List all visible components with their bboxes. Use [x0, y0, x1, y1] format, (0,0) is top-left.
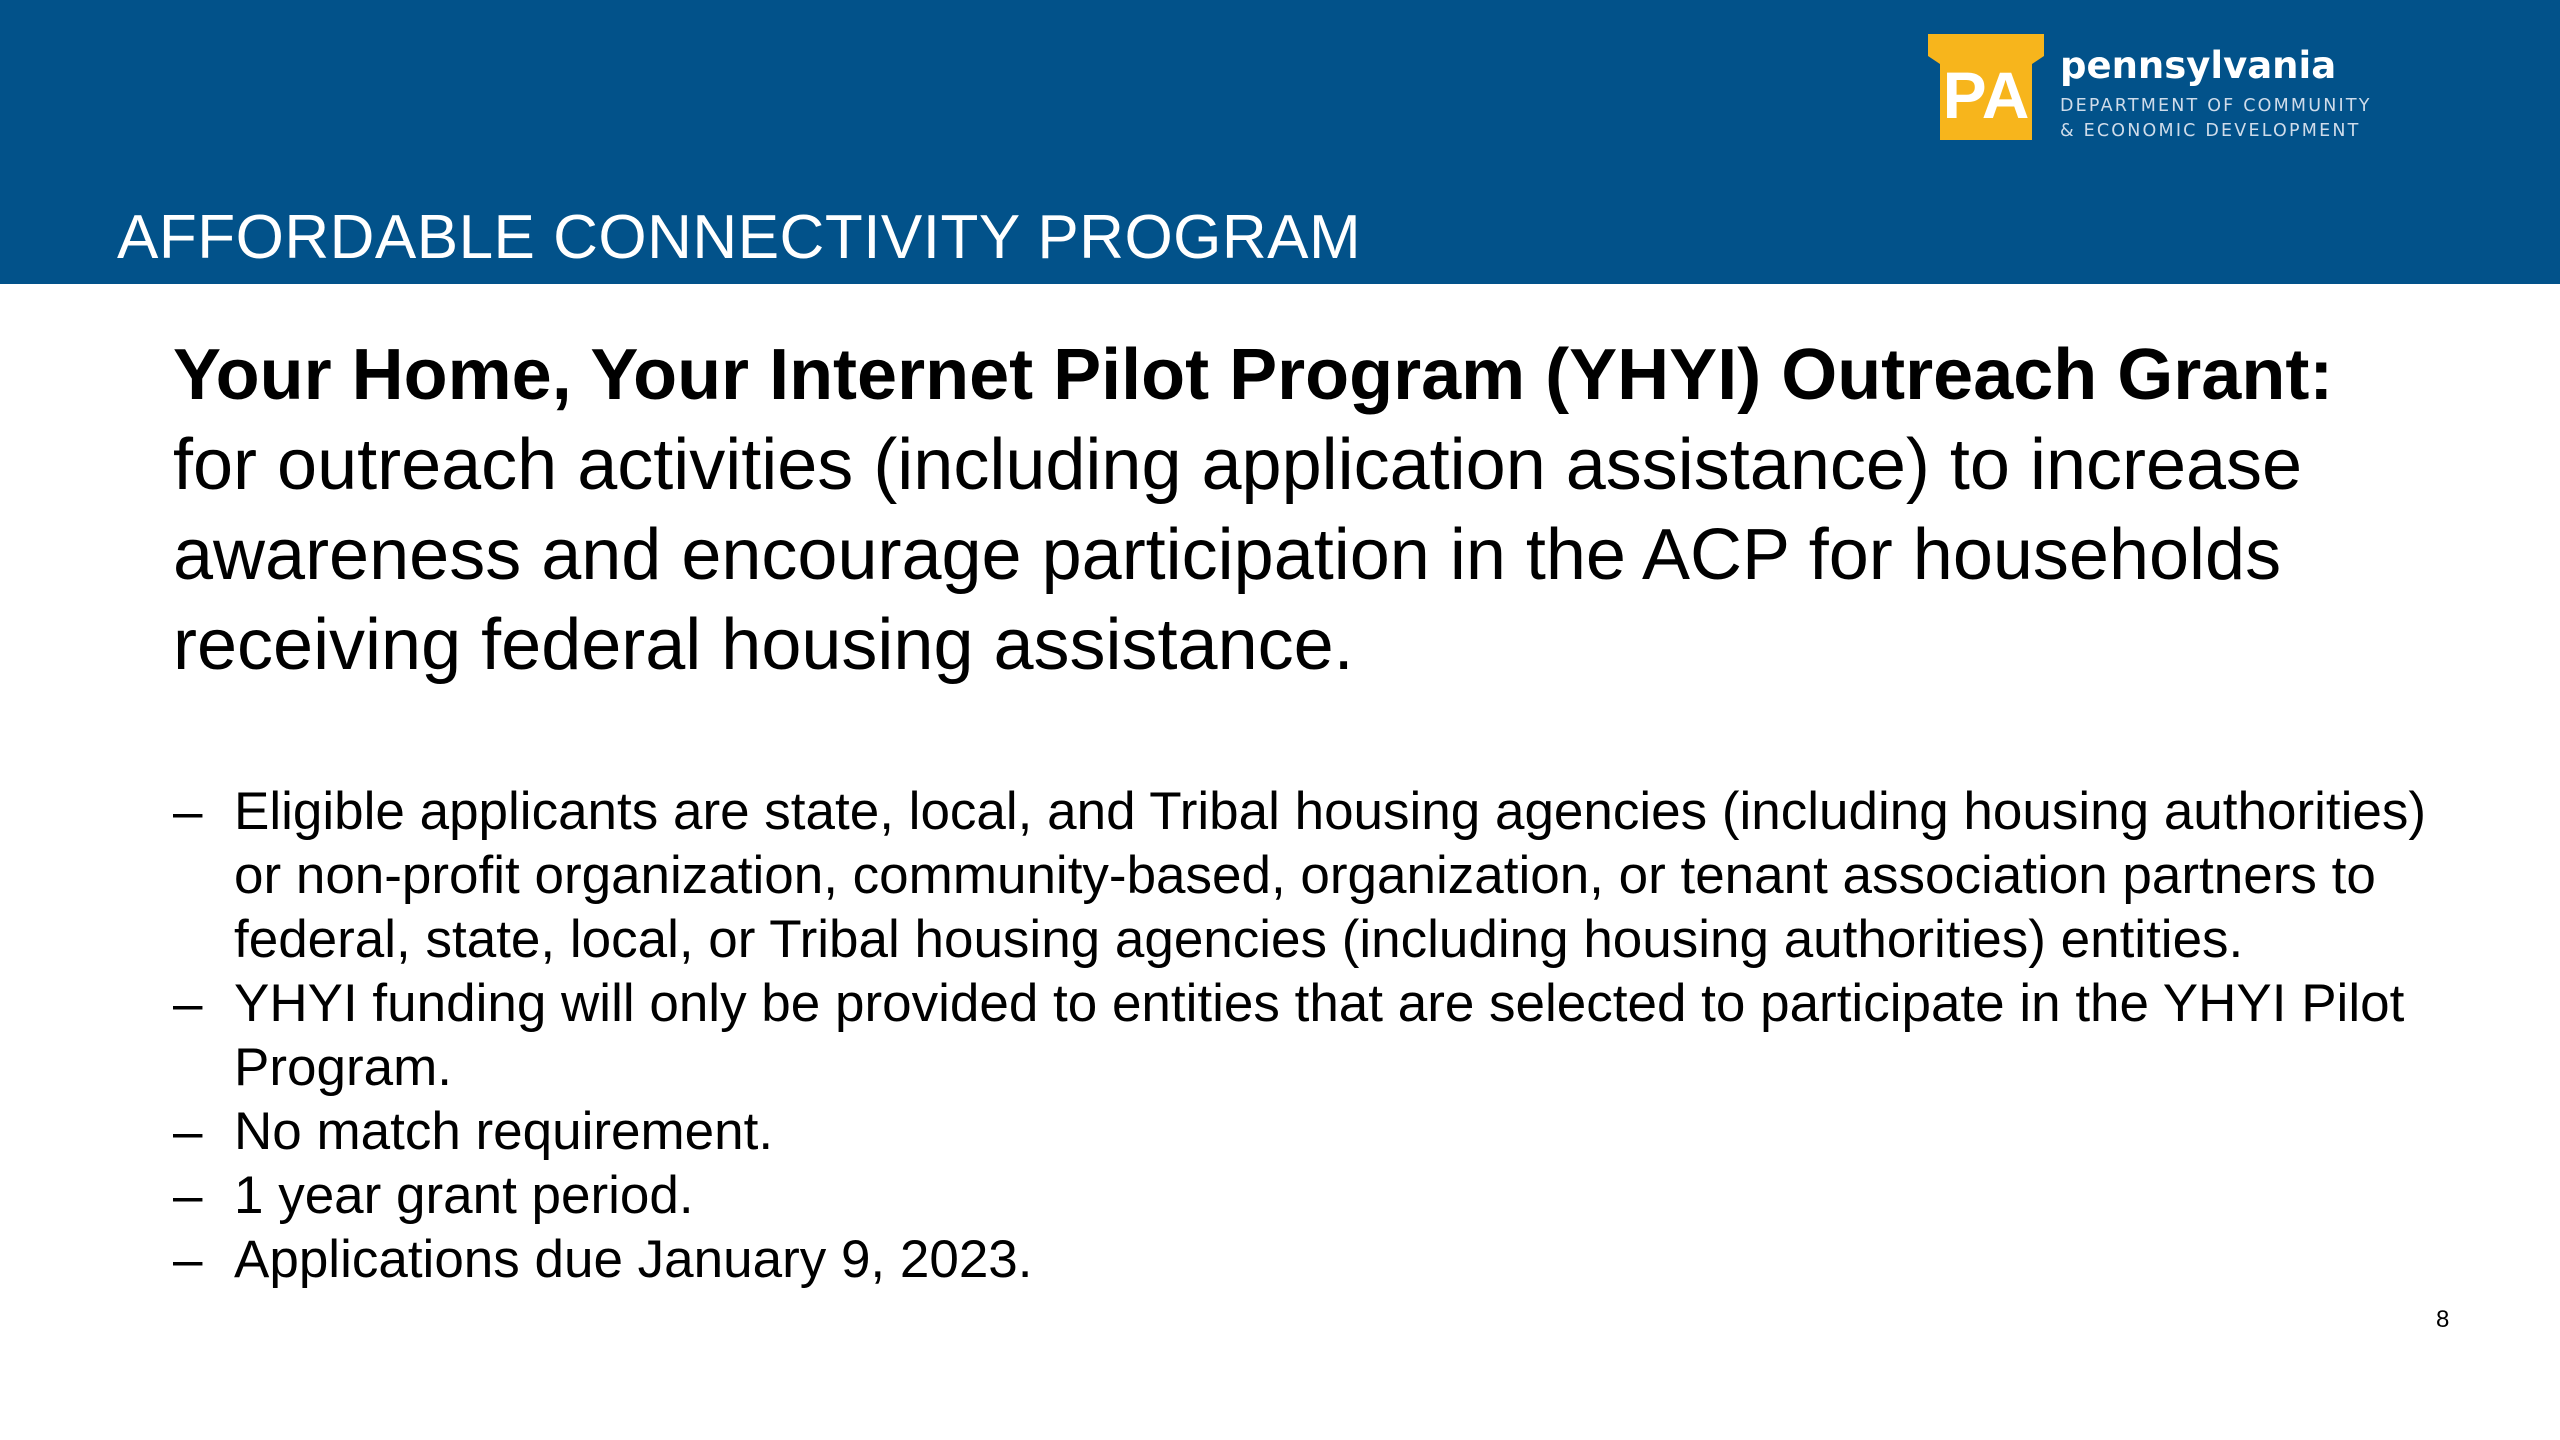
keystone-mark: PA [1942, 58, 2030, 132]
bullet-text: No match requirement. [234, 1102, 774, 1161]
header-title: AFFORDABLE CONNECTIVITY PROGRAM [117, 203, 1362, 272]
bullet-text: Eligible applicants are state, local, and Tribal housing agencies (including housing authorities) or non-profit organization, community-based, organization, or tenant association partners to federal, state, local, or Tribal housing agencies (including housing authorities) entities. [234, 782, 2426, 969]
intro-block [173, 330, 2473, 690]
bullet-list [173, 780, 2473, 1292]
logo-department-line-2: & ECONOMIC DEVELOPMENT [2060, 121, 2361, 141]
keystone-icon [1922, 28, 2050, 148]
bullet-text: YHYI funding will only be provided to entities that are selected to participate in the YHYI Pilot Program. [234, 974, 2405, 1097]
list-item [173, 1164, 2473, 1228]
bullet-text: 1 year grant period. [234, 1166, 694, 1225]
logo-department [2060, 94, 2372, 144]
grant-description: for outreach activities (including application assistance) to increase awareness and encourage participation in the ACP for households receiving federal housing assistance. [173, 425, 2303, 685]
logo-department-line-1: DEPARTMENT OF COMMUNITY [2060, 96, 2372, 116]
bullet-dash: – [173, 974, 203, 1033]
list-item [173, 780, 2473, 972]
list-item [173, 972, 2473, 1100]
bullet-dash: – [173, 782, 203, 841]
logo-state-name: pennsylvania [2060, 44, 2337, 87]
pa-dced-logo [1922, 28, 2412, 148]
bullet-dash: – [173, 1166, 203, 1225]
list-item [173, 1228, 2473, 1292]
bullet-dash: – [173, 1102, 203, 1161]
list-item [173, 1100, 2473, 1164]
bullet-text: Applications due January 9, 2023. [234, 1230, 1033, 1289]
page-number: 8 [2436, 1306, 2450, 1333]
grant-heading: Your Home, Your Internet Pilot Program (YHYI) Outreach Grant: [173, 335, 2334, 415]
bullet-dash: – [173, 1230, 203, 1289]
header-band [0, 0, 2560, 284]
